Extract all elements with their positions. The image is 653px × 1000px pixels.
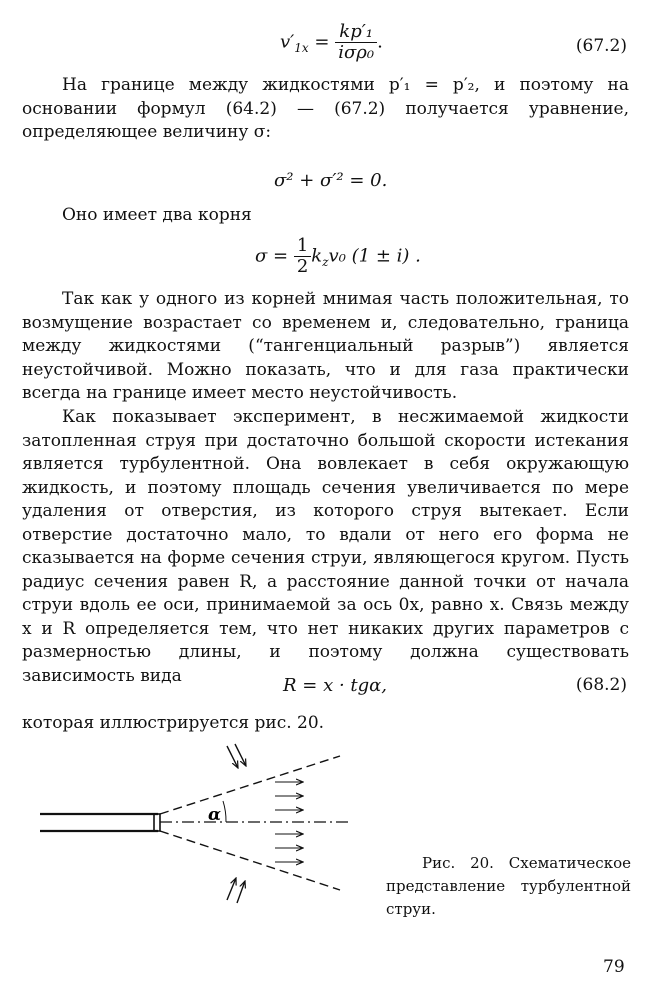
eq1-equals: = xyxy=(314,31,330,53)
page-number: 79 xyxy=(603,957,625,977)
paragraph-2: Оно имеет два корня xyxy=(62,205,252,225)
eq3-denominator: 2 xyxy=(296,256,309,277)
equation-roots xyxy=(0,236,653,284)
paragraph-4: Как показывает эксперимент, в несжимаемой жидкости затопленная струя при достаточно большой скорости истекания является турбулентной. Она вовлекает в себя окружающую жидкость, и поэтому площадь сечения увеличивается по мере удаления от отверстия, из которого струя вытекает. Если отверстие достаточно мало, то вдали от него его форма не сказывается на форме сечения струи, являющегося кругом. Пусть радиус сечения равен R, а расстояние данной точки от начала струи вдоль ее оси, принимаемой за ось 0x, равно x. Связь между x и R определяется тем, что нет никаких других параметров с размерностью длины, и поэтому должна существовать зависимость вида xyxy=(22,407,629,686)
figure-caption: Рис. 20. Схематическое представление турбулентной струи. xyxy=(386,854,631,918)
eq3-lhs: σ = xyxy=(255,245,289,267)
eq3-numerator: 1 xyxy=(294,236,311,257)
eq3-fraction xyxy=(294,236,311,277)
eq1-denominator: iσρ₀ xyxy=(338,42,375,63)
eq4-text: R = x · tgα, xyxy=(283,675,388,696)
angle-label: α xyxy=(208,805,222,825)
eq2-text: σ² + σ′² = 0. xyxy=(274,170,388,191)
jet-figure xyxy=(30,740,360,910)
eq1-lhs: v′ xyxy=(280,31,295,53)
jet-upper-boundary xyxy=(160,756,340,814)
entrainment-arrow-bottom xyxy=(227,878,236,900)
paragraph-5: которая иллюстрируется рис. 20. xyxy=(22,713,325,733)
eq1-period: . xyxy=(377,31,383,53)
jet-lower-boundary xyxy=(160,831,340,890)
entrainment-arrow-top xyxy=(227,746,238,768)
entrainment-arrow-bottom xyxy=(237,881,245,903)
angle-arc xyxy=(223,801,226,822)
eq1-lhs-sub: 1x xyxy=(294,41,309,56)
eq1-number: (67.2) xyxy=(575,36,627,56)
paragraph-1: На границе между жидкостями p′₁ = p′₂, и поэтому на основании формул (64.2) — (67.2) получается уравнение, определяющее величину σ: xyxy=(22,75,629,142)
eq3-k: k xyxy=(311,245,323,267)
equation-67-2 xyxy=(0,22,653,72)
entrainment-arrows xyxy=(227,744,246,903)
pipe-nozzle xyxy=(154,814,160,831)
eq1-numerator: kp′₁ xyxy=(335,22,377,43)
paragraph-3: Так как у одного из корней мнимая часть положительная, то возмущение возрастает со временем и, следовательно, граница между жидкостями (“тангенциальный разрыв”) является неустойчивой. Можно показать, что и для газа практически всегда на границе имеет место неустойчивость. xyxy=(22,289,629,403)
eq3-k-sub: z xyxy=(322,255,329,270)
entrainment-arrow-top xyxy=(235,744,246,766)
eq3-rest: v₀ (1 ± i) . xyxy=(328,245,421,267)
eq1-fraction xyxy=(335,22,377,63)
eq4-number: (68.2) xyxy=(575,675,627,695)
